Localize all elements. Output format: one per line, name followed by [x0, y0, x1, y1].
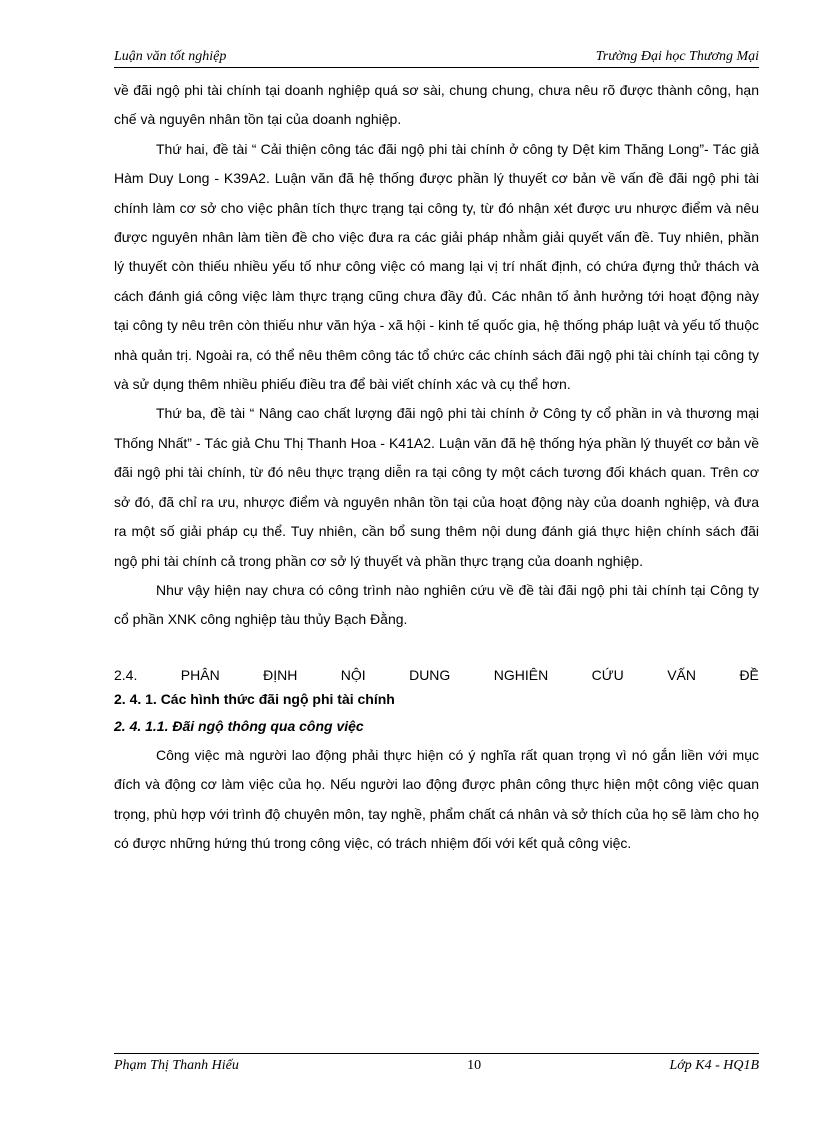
- page-footer: [114, 1053, 759, 1074]
- footer-author: Phạm Thị Thanh Hiếu: [114, 1058, 239, 1073]
- paragraph-job-compensation: Công việc mà người lao động phải thực hiện có ý nghĩa rất quan trọng vì nó gắn liền với mục đích và động cơ làm việc của họ. Nếu người lao động được phân công thực hiện một công việc quan trọng, phù hợp với trình độ chuyên môn, tay nghề, phẩm chất cá nhân và sở thích của họ sẽ làm cho họ có được những hứng thú trong công việc, có trách nhiệm đối với kết quả công việc.: [114, 746, 759, 851]
- document-body: [114, 76, 759, 858]
- page-number: 10: [467, 1058, 482, 1073]
- footer-class: Lớp K4 - HQ1B: [669, 1058, 759, 1073]
- section-word: NGHIÊN: [493, 666, 549, 683]
- paragraph-continuation: về đãi ngộ phi tài chính tại doanh nghiệp quá sơ sài, chung chung, chưa nêu rõ được thành công, hạn chế và nguyên nhân tồn tại của doanh nghiệp.: [114, 82, 759, 128]
- section-word: CỨU: [591, 666, 624, 683]
- paragraph-third-topic: Thứ ba, đề tài “ Nâng cao chất lượng đãi ngộ phi tài chính ở Công ty cổ phần in và thương mại Thống Nhất” - Tác giả Chu Thị Thanh Hoa - K41A2. Luận văn đã hệ thống hýa phần lý thuyết cơ bản về đãi ngộ phi tài chính, từ đó nêu thực trạng diễn ra tại công ty một cách tương đối khách quan. Trên cơ sở đó, đã chỉ ra ưu, nhược điểm và nguyên nhân tồn tại của hoạt động này của doanh nghiệp, và đưa ra một số giải pháp cụ thể. Tuy nhiên, cần bổ sung thêm nội dung đánh giá thực hiện chính sách đãi ngộ phi tài chính cả trong phần cơ sở lý thuyết và phần thực trạng của doanh nghiệp.: [114, 405, 759, 569]
- paragraph-conclusion: Như vậy hiện nay chưa có công trình nào nghiên cứu về đề tài đãi ngộ phi tài chính tại Công ty cổ phần XNK công nghiệp tàu thủy Bạch Đằng.: [114, 581, 759, 628]
- subsection-heading: 2. 4. 1. Các hình thức đãi ngộ phi tài chính: [114, 690, 395, 707]
- subsubsection-heading: 2. 4. 1.1. Đãi ngộ thông qua công việc: [114, 717, 364, 734]
- header-thesis-label: Luận văn tốt nghiệp: [114, 49, 227, 64]
- header-university-label: Trường Đại học Thương Mại: [595, 49, 759, 64]
- section-word: DUNG: [409, 666, 451, 683]
- paragraph-second-topic: Thứ hai, đề tài “ Cải thiện công tác đãi ngộ phi tài chính ở công ty Dệt kim Thăng Long”- Tác giả Hàm Duy Long - K39A2. Luận văn đã hệ thống được phần lý thuyết cơ bản về vấn đề đãi ngộ phi tài chính làm cơ sở cho việc phân tích thực trạng tại công ty, từ đó nhận xét được ưu nhược điểm và nêu được nguyên nhân làm tiền đề cho việc đưa ra các giải pháp nhằm giải quyết vấn đề. Tuy nhiên, phần lý thuyết còn thiếu nhiều yếu tố như công việc có mang lại vị trí nhất định, có chứa đựng thử thách và cách đánh giá công việc làm thực trạng cũng chưa đầy đủ. Các nhân tố ảnh hưởng tới hoạt động này tại công ty nêu trên còn thiếu như văn hýa - xã hội - kinh tế quốc gia, hệ thống pháp luật và yếu tố thuộc nhà quản trị. Ngoài ra, có thể nêu thêm công tác tổ chức các chính sách đãi ngộ phi tài chính tại công ty và sử dụng thêm nhiều phiếu điều tra để bài viết chính xác và cụ thể hơn.: [114, 140, 759, 393]
- section-word: ĐỊNH: [263, 666, 298, 683]
- section-word: NỘI: [340, 666, 366, 683]
- page-header: [114, 49, 759, 68]
- section-word: 2.4.: [114, 666, 138, 683]
- section-word: ĐỀ: [739, 666, 759, 683]
- section-heading: [114, 663, 759, 687]
- section-word: PHÂN: [180, 666, 220, 683]
- section-word: VẤN: [667, 666, 697, 683]
